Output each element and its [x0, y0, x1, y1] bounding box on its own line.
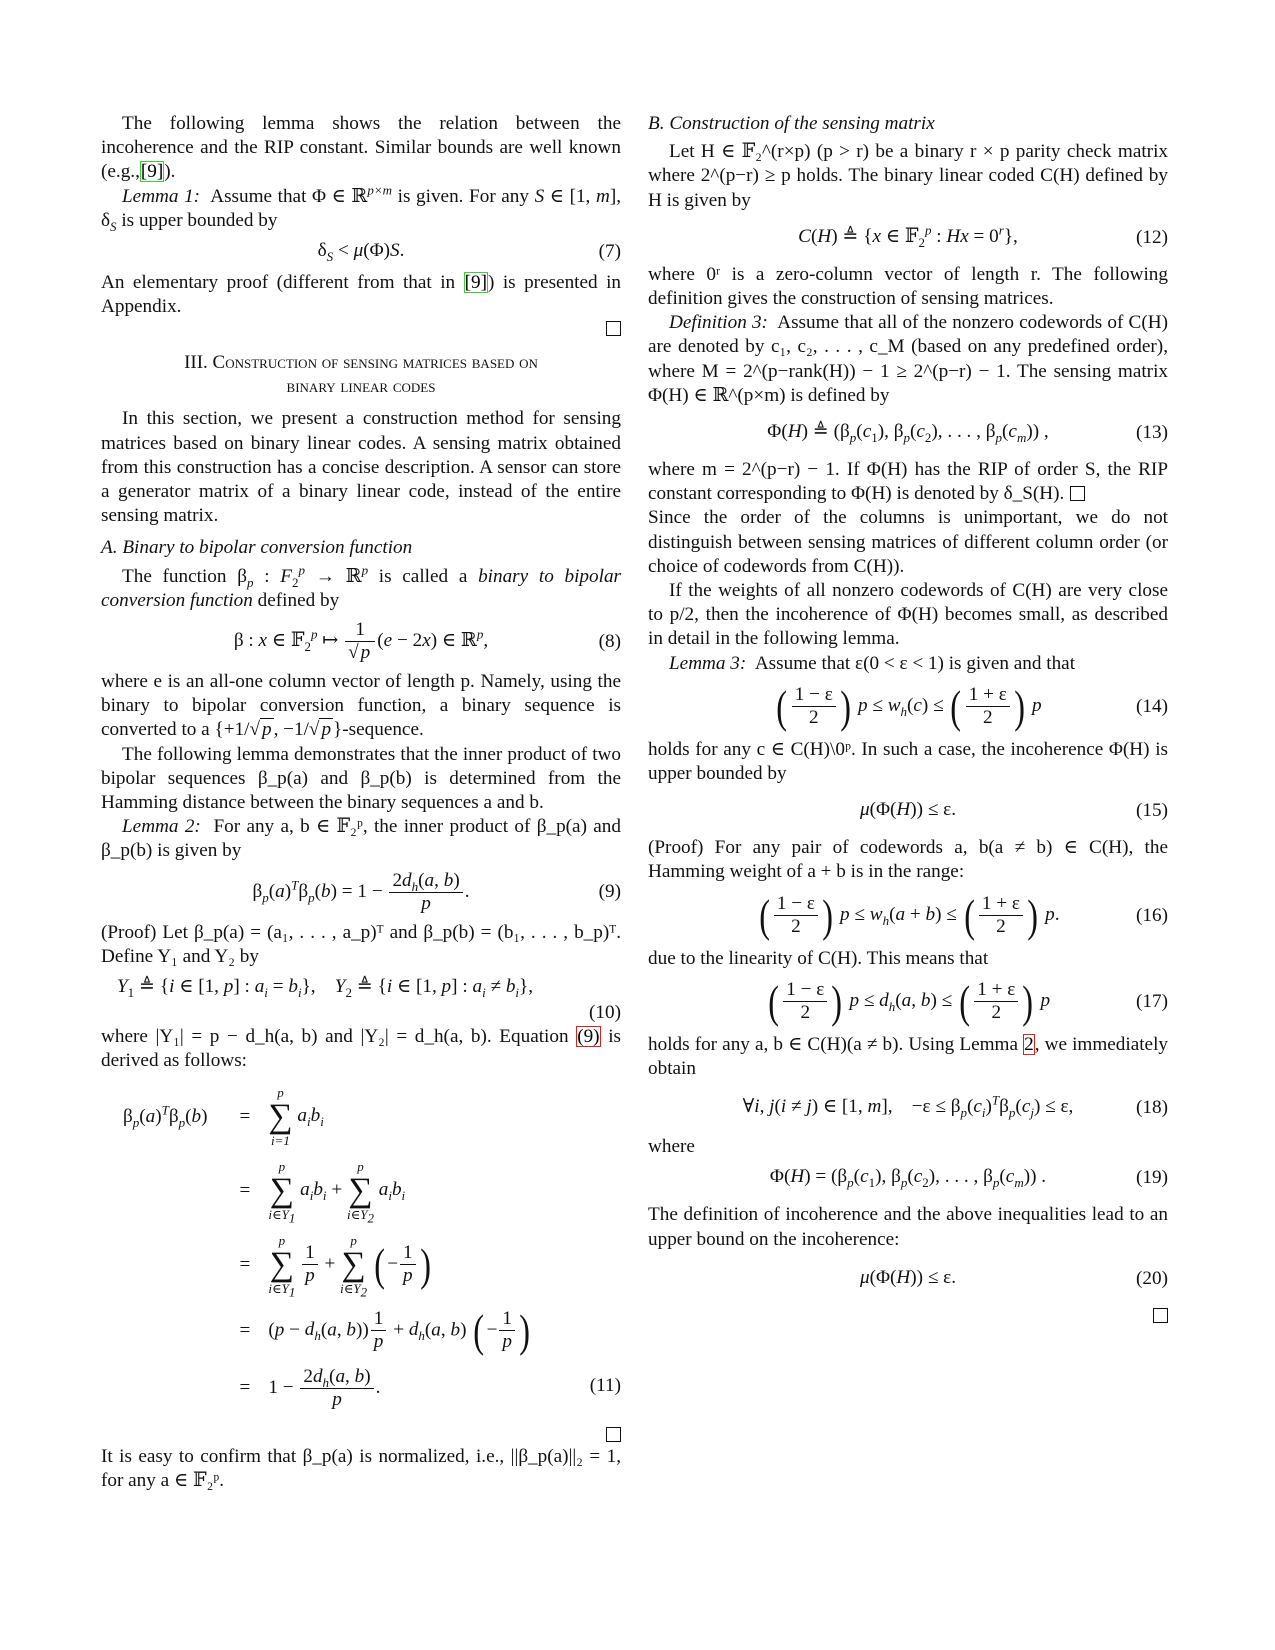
equation-number-9: (9) [598, 881, 621, 903]
equation-12: C(H) ≜ {x ∈ 𝔽$_2^p$ : $Hx = 0^r$}, (12) [798, 222, 1168, 250]
paragraph-parity-matrix: Let H ∈ 𝔽₂^(r×p) (p > r) be a binary r × p parity check matrix where 2^(p−r) ≥ p holds. The binary linear coded C(H) defined by H is given by [648, 141, 1168, 211]
equation-15: μ(Φ(H)) ≤ ε. (15) [648, 798, 1168, 824]
lemma-1: Lemma 1: Assume that Φ ∈ ℝ$^{p\times m}$ is given. For any S ∈ [1, m], $\delta_S$ is upper bounded by [101, 182, 621, 234]
paragraph-section-intro: In this section, we present a construction method for sensing matrices based on binary linear codes. A sensing matrix obtained from this construction has a concise description. A sensor can store a generator matrix of a binary linear code, instead of the entire sensing matrix. [101, 408, 621, 527]
equation-number-12: (12) [1136, 226, 1168, 248]
qed-mark-3 [1070, 486, 1085, 501]
equation-17: ( $\frac{1 - \varepsilon}{2}$ ) $p \le d_h(a$, b) ≤ ( $\frac{1 + \varepsilon}{2}$ ) p (17) [768, 975, 1168, 1027]
citation-9[interactable]: [9] [140, 161, 164, 183]
paragraph-weights: If the weights of all nonzero codewords of C(H) are very close to p/2, then the incoherence of Φ(H) becomes small, as described in detail in the following lemma. [648, 580, 1168, 650]
qed-mark-4 [648, 1306, 1168, 1326]
paragraph-using-lemma: holds for any a, b ∈ C(H)(a ≠ b). Using Lemma 2, we immediately obtain [648, 1033, 1168, 1080]
equation-16: ( $\frac{1 - \varepsilon}{2}$ ) $p \le w_h(a + b)$ ≤ ( $\frac{1 + \varepsilon}{2}$ ) p. (16) [758, 889, 1168, 941]
paragraph-proof-lemma2: (Proof) Let β_p(a) = (a₁, . . . , a_p)ᵀ and β_p(b) = (b₁, . . . , b_p)ᵀ. Define Y₁ and Y₂ by [101, 921, 621, 967]
equation-number-15: (15) [1136, 800, 1168, 822]
lemma-3: Lemma 3: Assume that ε(0 < ε < 1) is given and that [669, 652, 1076, 674]
lemma-1-label: Lemma 1: [122, 185, 201, 207]
paragraph-incoherence-def: The definition of incoherence and the above inequalities lead to an upper bound on the incoherence: [648, 1204, 1168, 1250]
paragraph-rip-order: where m = 2^(p−r) − 1. If Φ(H) has the RIP of order S, the RIP constant corresponding to Φ(H) is denoted by δ_S(H). [648, 459, 1168, 505]
right-column [648, 112, 1168, 1326]
paragraph-linearity: due to the linearity of C(H). This means that [648, 947, 989, 969]
equation-9: $\beta_p(a)^T\beta_p(b) = 1$ − $\frac{2d_h(a, b)}{p}$ . (9) [252, 869, 621, 914]
equation-13: Φ(H) ≜ ($\beta_p(c_1)$, $\beta_p(c_2)$, . . . , $\beta_p(c_m)$) , (13) [767, 421, 1168, 445]
equation-number-17: (17) [1136, 990, 1168, 1012]
equation-number-7: (7) [598, 240, 621, 262]
lemma-3-label: Lemma 3: [669, 652, 747, 674]
equation-18: ∀i, j(i ≠ j) ∈ [1, m], $-\varepsilon \le \beta_p(c_i)^T\beta_p(c_j) \le \varepsilon$, (18) [742, 1092, 1168, 1121]
equation-19: $\Phi(H) = (\beta_p(c_1)$, $\beta_p(c_2)$, . . . , $\beta_p(c_m)$) . (19) [769, 1166, 1168, 1191]
lemma-2: Lemma 2: For any a, b ∈ 𝔽₂ᵖ, the inner product of β_p(a) and β_p(b) is given by [101, 816, 621, 862]
equation-ref-9[interactable]: (9) [577, 1026, 600, 1048]
paragraph-normalized: It is easy to confirm that β_p(a) is normalized, i.e., ||β_p(a)||₂ = 1, for any a ∈ 𝔽₂ᵖ. [101, 1445, 621, 1491]
lemma-ref-2[interactable]: 2 [1024, 1033, 1034, 1055]
paragraph-holds-c: holds for any c ∈ C(H)\0ᵖ. In such a case, the incoherence Φ(H) is upper bounded by [648, 738, 1168, 785]
equation-20: μ(Φ(H)) ≤ ε. (20) [648, 1266, 1168, 1292]
equation-number-20: (20) [1136, 1267, 1168, 1289]
equation-number-10: (10) [589, 1002, 621, 1024]
proof-note: An elementary proof (different from that in [9]) is presented in Appendix. [101, 272, 621, 318]
equation-number-11: (11) [589, 1375, 621, 1397]
equation-7: $\delta_S < \mu(\Phi)S$. (7) [317, 240, 621, 264]
section-title: III. Construction of sensing matrices based on binary linear codes [184, 352, 538, 398]
equation-number-18: (18) [1136, 1097, 1168, 1119]
subsection-b-title: B. Construction of the sensing matrix [648, 113, 935, 134]
subsection-a-title: A. Binary to bipolar conversion function [101, 537, 413, 559]
qed-mark-2 [101, 1425, 621, 1445]
paragraph-derivation: where |Y₁| = p − d_h(a, b) and |Y₂| = d_h(a, b). Equation (9) is derived as follows: [101, 1026, 621, 1072]
paragraph-zero-vector: where 0ʳ is a zero-column vector of length r. The following definition gives the construction of sensing matrices. [648, 263, 1168, 310]
equation-number-19: (19) [1136, 1167, 1168, 1189]
equation-number-14: (14) [1136, 695, 1168, 717]
left-column [101, 112, 621, 1493]
definition-3: Definition 3: Assume that all of the nonzero codewords of C(H) are denoted by c₁, c₂, . . . , c_M (based on any predefined order), where M = 2^(p−rank(H)) − 1 ≥ 2^(p−r) − 1. The sensing matrix Φ(H) ∈ ℝ^(p×m) is defined by [648, 312, 1168, 406]
paragraph-proof-lemma3: (Proof) For any pair of codewords a, b(a ≠ b) ∈ C(H), the Hamming weight of a + b is in the range: [648, 837, 1168, 883]
equation-11: $\beta_p(a)^T\beta_p(b)$ = p ∑ i=1 $a_ib_i$ = p ∑ $i\in Y_1$ $a_ib_i$ + p ∑ $i\in Y_2$ $a_ib_i$ = p ∑ $i\in Y_1$ $\frac{1}{p}$ + p ∑ $i\in Y_2$ ( − $\frac{1}{p}$ ) = ($p - d_h(a$, b)) $\frac{1}{p}$ + $d_h(a$, b) ( − $\frac{1}{p}$ ) = 1 − $\frac{2d_h(a, b)}{p}$ . (11) [123, 1084, 621, 1410]
paragraph-conversion: where e is an all-one column vector of length p. Namely, using the binary to bipolar conversion function, a binary sequence is converted to a {+1/√ p , −1/√ p }-sequence. [101, 671, 621, 741]
equation-number-13: (13) [1136, 421, 1168, 443]
paragraph-where: where [648, 1136, 695, 1158]
equation-number-16: (16) [1136, 904, 1168, 926]
paragraph-inner-product: The following lemma demonstrates that the inner product of two bipolar sequences β_p(a) and β_p(b) is determined from the Hamming distance between the binary sequences a and b. [101, 743, 621, 814]
equation-14: ( $\frac{1 - \varepsilon}{2}$ ) $p \le w_h(c)$ ≤ ( $\frac{1 + \varepsilon}{2}$ ) p (14) [776, 680, 1168, 732]
equation-10: $Y_1$ ≜ {i ∈ [1, p] : $a_i = b_i$}, $Y_2$ ≜ {i ∈ [1, p] : $a_i \ne b_i$}, [117, 976, 534, 1000]
equation-8: β : x ∈ 𝔽$_2^p$ ↦ $\frac{1}{√ p}$ (e − 2x) ∈ ℝ$^p$, (8) [233, 619, 621, 664]
paragraph-lemma-intro: The following lemma shows the relation between the incoherence and the RIP constant. Similar bounds are well known (e.g.,[9]). [101, 113, 621, 183]
definition-3-label: Definition 3: [669, 312, 768, 334]
lemma-2-label: Lemma 2: [122, 816, 201, 838]
paragraph-column-order: Since the order of the columns is unimportant, we do not distinguish between sensing matrices of different column order (or choice of codewords from C(H)). [648, 507, 1168, 577]
equation-number-8: (8) [598, 630, 621, 652]
citation-9-b[interactable]: [9] [464, 272, 487, 294]
qed-mark [101, 319, 621, 339]
paragraph-function-def: The function $\beta_p$ : $F_2^p$ → ℝ$^p$ is called a binary to bipolar conversion function defined by [101, 562, 622, 611]
